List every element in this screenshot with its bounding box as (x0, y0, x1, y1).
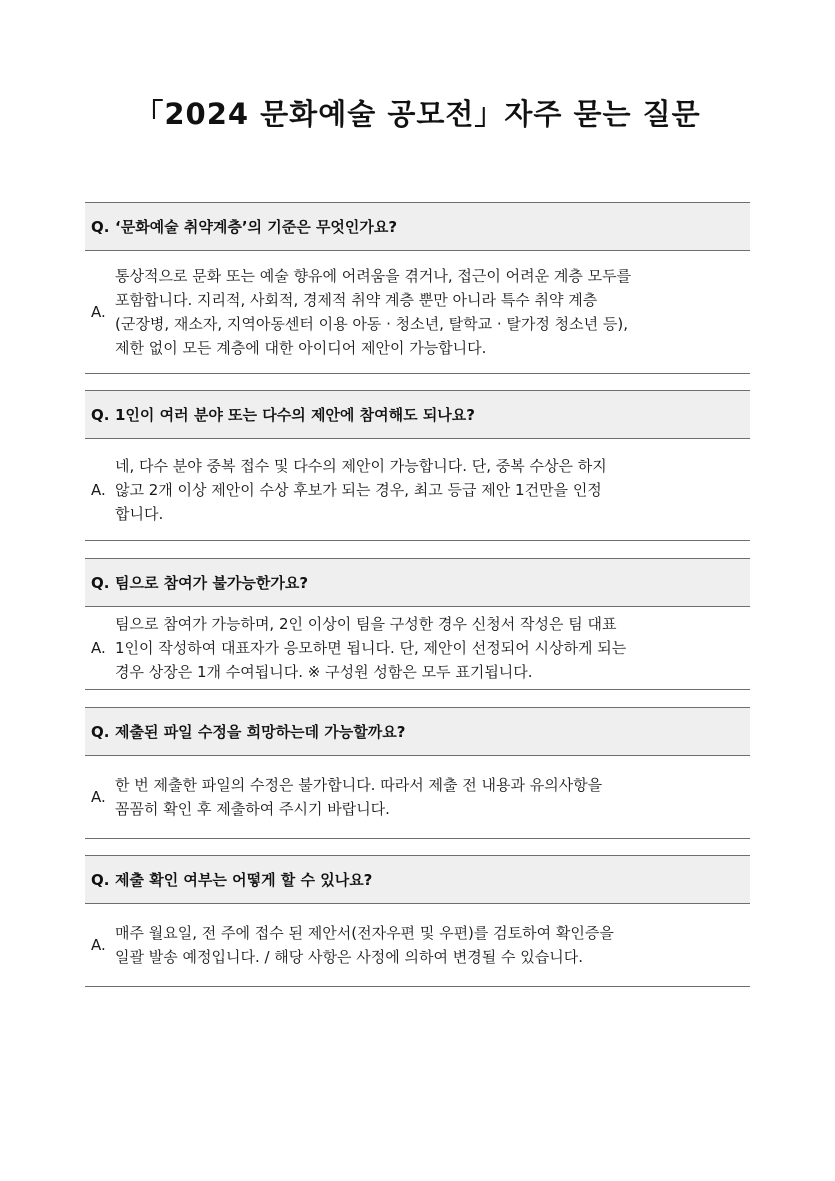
faq-question-row (85, 855, 750, 904)
answer-line: 꼼꼼히 확인 후 제출하여 주시기 바랍니다. (115, 800, 390, 818)
faq-question-row (85, 390, 750, 439)
faq-item (85, 855, 750, 987)
faq-question: 제출 확인 여부는 어떻게 할 수 있나요? (115, 871, 373, 889)
answer-line: 경우 상장은 1개 수여됩니다. ※ 구성원 성함은 모두 표기됩니다. (115, 663, 533, 681)
faq-answer-row (85, 439, 750, 541)
answer-marker: A. (91, 788, 106, 806)
question-marker: Q. (91, 722, 110, 741)
answer-line: 팀으로 참여가 가능하며, 2인 이상이 팀을 구성한 경우 신청서 작성은 팀 대표 (115, 615, 617, 633)
faq-answer (115, 921, 750, 969)
faq-item (85, 202, 750, 374)
faq-answer-row (85, 756, 750, 839)
faq-question-row (85, 707, 750, 756)
answer-line: 않고 2개 이상 제안이 수상 후보가 되는 경우, 최고 등급 제안 1건만을 인정 (115, 480, 602, 499)
answer-marker: A. (91, 936, 106, 954)
answer-line: 제한 없이 모든 계층에 대한 아이디어 제안이 가능합니다. (115, 339, 487, 357)
faq-answer (115, 454, 750, 526)
answer-line: (군장병, 재소자, 지역아동센터 이용 아동 · 청소년, 탈학교 · 탈가정 청소년 등), (115, 315, 628, 333)
faq-item (85, 558, 750, 690)
faq-item (85, 390, 750, 541)
faq-item (85, 707, 750, 839)
faq-question: 1인이 여러 분야 또는 다수의 제안에 참여해도 되나요? (115, 406, 475, 424)
answer-line: 일괄 발송 예정입니다. / 해당 사항은 사정에 의하여 변경될 수 있습니다. (115, 948, 583, 966)
faq-question: 팀으로 참여가 불가능한가요? (115, 574, 309, 592)
faq-question: 제출된 파일 수정을 희망하는데 가능할까요? (115, 723, 406, 741)
answer-marker: A. (91, 303, 106, 321)
question-marker: Q. (91, 217, 110, 236)
answer-line: 합니다. (115, 504, 164, 523)
faq-question-row (85, 202, 750, 251)
answer-marker: A. (91, 480, 106, 499)
faq-question-row (85, 558, 750, 607)
faq-question: ‘문화예술 취약계층’의 기준은 무엇인가요? (115, 218, 398, 236)
question-marker: Q. (91, 405, 110, 424)
faq-answer (115, 264, 750, 360)
page-title: 「2024 문화예술 공모전」자주 묻는 질문 (134, 97, 701, 131)
faq-answer-row (85, 251, 750, 374)
faq-answer-row (85, 607, 750, 690)
faq-answer (115, 612, 750, 684)
question-marker: Q. (91, 573, 110, 592)
answer-line: 포함합니다. 지리적, 사회적, 경제적 취약 계층 뿐만 아니라 특수 취약 계층 (115, 291, 598, 309)
answer-line: 매주 월요일, 전 주에 접수 된 제안서(전자우편 및 우편)를 검토하여 확인증을 (115, 924, 614, 942)
faq-answer-row (85, 904, 750, 987)
question-marker: Q. (91, 870, 110, 889)
answer-line: 한 번 제출한 파일의 수정은 불가합니다. 따라서 제출 전 내용과 유의사항을 (115, 776, 603, 794)
answer-line: 통상적으로 문화 또는 예술 향유에 어려움을 겪거나, 접근이 어려운 계층 모두를 (115, 267, 632, 285)
answer-line: 1인이 작성하여 대표자가 응모하면 됩니다. 단, 제안이 선정되어 시상하게 되는 (115, 639, 627, 657)
answer-line: 네, 다수 분야 중복 접수 및 다수의 제안이 가능합니다. 단, 중복 수상은 하지 (115, 456, 607, 475)
faq-answer (115, 773, 750, 821)
answer-marker: A. (91, 639, 106, 657)
